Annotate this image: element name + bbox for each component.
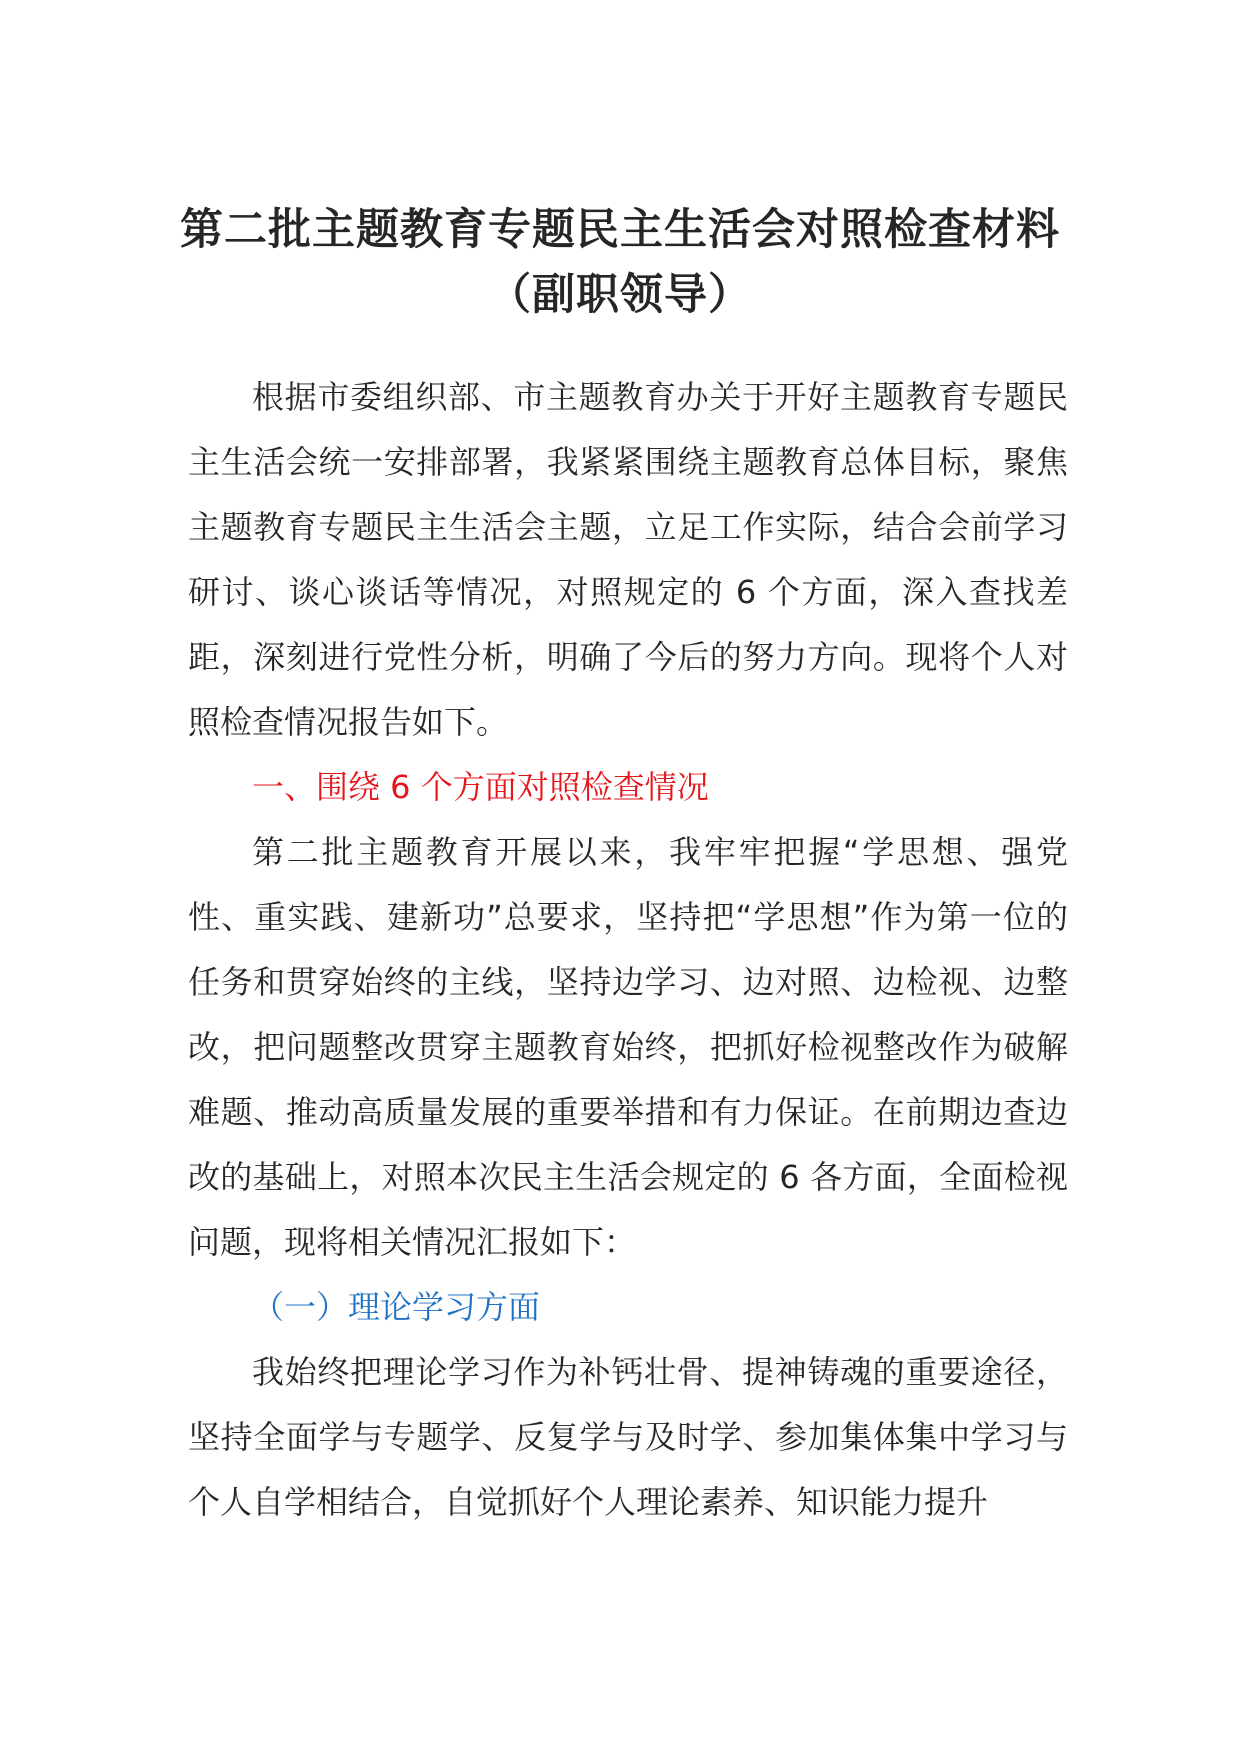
document-body bbox=[188, 365, 1068, 1535]
section-heading-1: 一、围绕 6 个方面对照检查情况 bbox=[252, 768, 709, 806]
subsection-heading-1: （一）理论学习方面 bbox=[252, 1288, 541, 1326]
section-1-paragraph: 第二批主题教育开展以来，我牢牢把握“学思想、强党性、重实践、建新功”总要求，坚持把“学思想”作为第一位的任务和贯穿始终的主线，坚持边学习、边对照、边检视、边整改，把问题整改贯穿主题教育始终，把抓好检视整改作为破解难题、推动高质量发展的重要举措和有力保证。在前期边查边改的基础上，对照本次民主生活会规定的 6 各方面，全面检视问题，现将相关情况汇报如下： bbox=[188, 833, 1068, 1261]
subsection-1-paragraph: 我始终把理论学习作为补钙壮骨、提神铸魂的重要途径，坚持全面学与专题学、反复学与及时学、参加集体集中学习与个人自学相结合，自觉抓好个人理论素养、知识能力提升 bbox=[188, 1353, 1068, 1521]
document-title: 第二批主题教育专题民主生活会对照检查材料（副职领导） bbox=[180, 205, 1060, 320]
intro-paragraph: 根据市委组织部、市主题教育办关于开好主题教育专题民主生活会统一安排部署，我紧紧围绕主题教育总体目标，聚焦主题教育专题民主生活会主题，立足工作实际，结合会前学习研讨、谈心谈话等情况，对照规定的 6 个方面，深入查找差距，深刻进行党性分析，明确了今后的努力方向。现将个人对照检查情况报告如下。 bbox=[188, 378, 1068, 741]
